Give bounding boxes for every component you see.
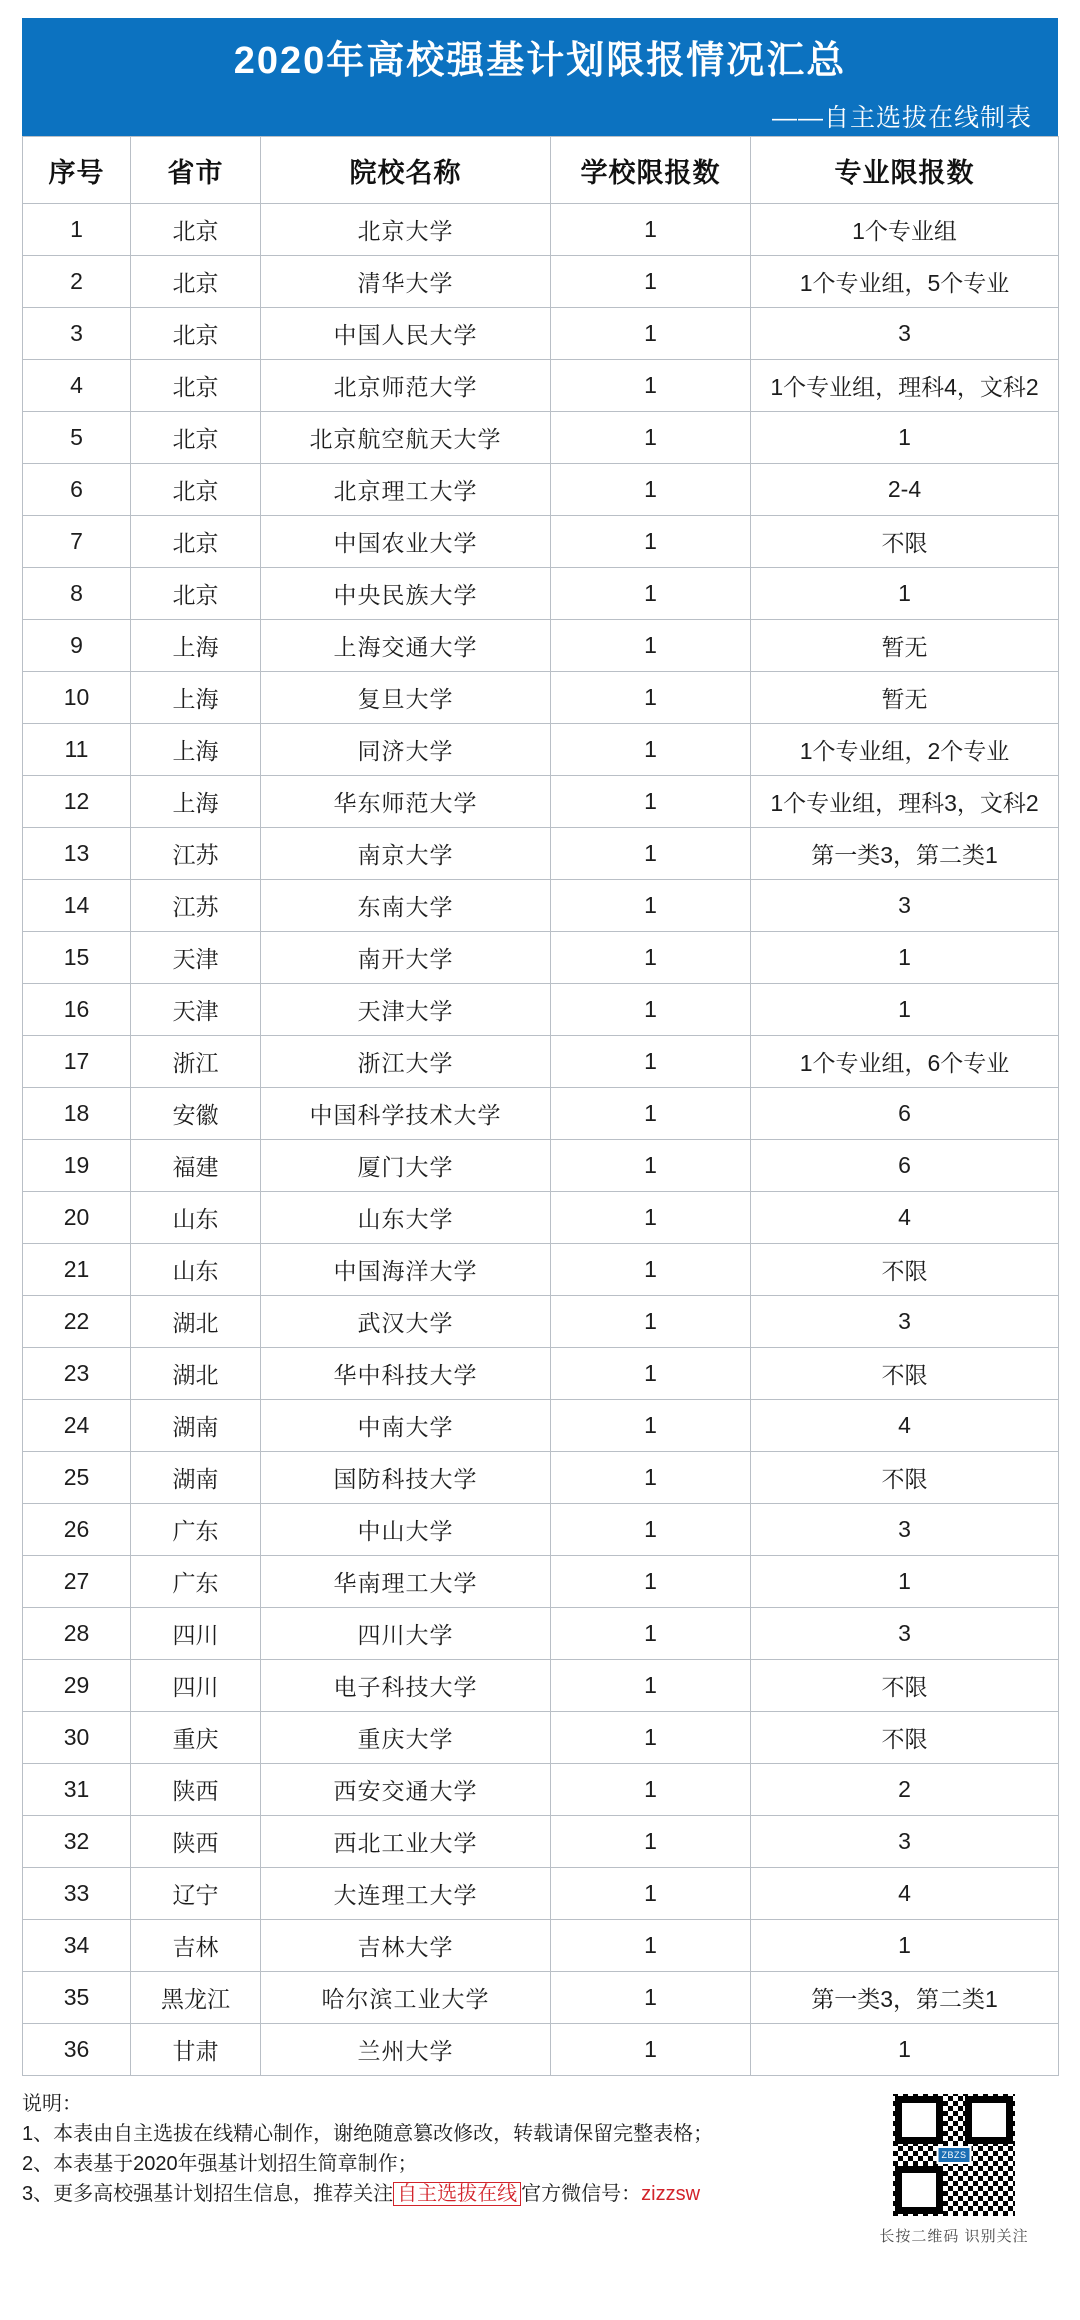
cell-index: 10: [23, 672, 131, 724]
cell-school: 西北工业大学: [261, 1816, 551, 1868]
cell-index: 24: [23, 1400, 131, 1452]
cell-school: 中央民族大学: [261, 568, 551, 620]
cell-index: 19: [23, 1140, 131, 1192]
table-row: [23, 1504, 1059, 1556]
cell-province: 山东: [131, 1192, 261, 1244]
cell-school: 兰州大学: [261, 2024, 551, 2076]
table-row: [23, 1400, 1059, 1452]
table-row: [23, 1972, 1059, 2024]
qr-caption: 长按二维码 识别关注: [879, 2228, 1029, 2245]
table-row: [23, 932, 1059, 984]
cell-school-limit: 1: [551, 568, 751, 620]
cell-major-limit: 1: [751, 568, 1059, 620]
cell-school-limit: 1: [551, 1868, 751, 1920]
note-block: [22, 2089, 782, 2209]
cell-index: 16: [23, 984, 131, 1036]
cell-major-limit: 3: [751, 1816, 1059, 1868]
cell-province: 北京: [131, 464, 261, 516]
cell-school-limit: 1: [551, 1712, 751, 1764]
table-row: [23, 1556, 1059, 1608]
cell-index: 13: [23, 828, 131, 880]
cell-school: 北京理工大学: [261, 464, 551, 516]
cell-school: 同济大学: [261, 724, 551, 776]
cell-school: 电子科技大学: [261, 1660, 551, 1712]
cell-major-limit: 1: [751, 984, 1059, 1036]
header-banner: [22, 18, 1058, 136]
table-row: [23, 1920, 1059, 1972]
cell-school-limit: 1: [551, 1504, 751, 1556]
cell-school-limit: 1: [551, 932, 751, 984]
table-row: [23, 1348, 1059, 1400]
cell-school-limit: 1: [551, 776, 751, 828]
cell-province: 安徽: [131, 1088, 261, 1140]
cell-major-limit: 3: [751, 880, 1059, 932]
cell-school: 北京师范大学: [261, 360, 551, 412]
cell-school-limit: 1: [551, 1244, 751, 1296]
cell-major-limit: 暂无: [751, 620, 1059, 672]
cell-major-limit: 4: [751, 1400, 1059, 1452]
cell-school-limit: 1: [551, 724, 751, 776]
cell-province: 山东: [131, 1244, 261, 1296]
table-row: [23, 464, 1059, 516]
cell-province: 吉林: [131, 1920, 261, 1972]
cell-school-limit: 1: [551, 516, 751, 568]
table-row: [23, 880, 1059, 932]
cell-school-limit: 1: [551, 360, 751, 412]
cell-school: 浙江大学: [261, 1036, 551, 1088]
table-row: [23, 828, 1059, 880]
cell-province: 北京: [131, 308, 261, 360]
cell-school-limit: 1: [551, 412, 751, 464]
table-row: [23, 360, 1059, 412]
table-row: [23, 1192, 1059, 1244]
cell-school-limit: 1: [551, 256, 751, 308]
cell-index: 2: [23, 256, 131, 308]
qr-code-icon[interactable]: [890, 2091, 1018, 2219]
cell-province: 上海: [131, 776, 261, 828]
cell-index: 5: [23, 412, 131, 464]
cell-index: 7: [23, 516, 131, 568]
page-title: 2020年高校强基计划限报情况汇总: [233, 40, 847, 82]
cell-school-limit: 1: [551, 204, 751, 256]
cell-major-limit: 1个专业组，理科4，文科2: [751, 360, 1059, 412]
cell-province: 福建: [131, 1140, 261, 1192]
table-row: [23, 256, 1059, 308]
cell-school-limit: 1: [551, 2024, 751, 2076]
table-row: [23, 1816, 1059, 1868]
table-row: [23, 1660, 1059, 1712]
cell-index: 14: [23, 880, 131, 932]
cell-index: 31: [23, 1764, 131, 1816]
cell-province: 湖南: [131, 1400, 261, 1452]
cell-province: 上海: [131, 724, 261, 776]
cell-index: 27: [23, 1556, 131, 1608]
note-line-2: 2、本表基于2020年强基计划招生简章制作；: [22, 2153, 418, 2175]
cell-school: 中山大学: [261, 1504, 551, 1556]
cell-school-limit: 1: [551, 984, 751, 1036]
cell-province: 北京: [131, 256, 261, 308]
table-row: [23, 620, 1059, 672]
cell-school: 西安交通大学: [261, 1764, 551, 1816]
cell-index: 9: [23, 620, 131, 672]
cell-province: 湖北: [131, 1348, 261, 1400]
cell-school: 武汉大学: [261, 1296, 551, 1348]
cell-school-limit: 1: [551, 1608, 751, 1660]
cell-school: 国防科技大学: [261, 1452, 551, 1504]
cell-province: 上海: [131, 620, 261, 672]
table-row: [23, 204, 1059, 256]
table-row: [23, 1764, 1059, 1816]
cell-province: 江苏: [131, 880, 261, 932]
cell-province: 北京: [131, 568, 261, 620]
cell-province: 广东: [131, 1556, 261, 1608]
cell-province: 北京: [131, 204, 261, 256]
cell-major-limit: 1: [751, 932, 1059, 984]
cell-school: 中国农业大学: [261, 516, 551, 568]
cell-school-limit: 1: [551, 1088, 751, 1140]
cell-major-limit: 6: [751, 1140, 1059, 1192]
table-header-row: [23, 137, 1059, 204]
note-line-3-mid: 官方微信号：: [521, 2183, 642, 2205]
cell-school: 山东大学: [261, 1192, 551, 1244]
cell-province: 黑龙江: [131, 1972, 261, 2024]
cell-index: 32: [23, 1816, 131, 1868]
cell-major-limit: 第一类3，第二类1: [751, 1972, 1059, 2024]
column-header-school: 院校名称: [261, 137, 551, 204]
cell-index: 6: [23, 464, 131, 516]
cell-province: 天津: [131, 932, 261, 984]
note-line-3: [22, 2179, 782, 2209]
cell-major-limit: 4: [751, 1192, 1059, 1244]
cell-index: 8: [23, 568, 131, 620]
qr-code-block: [854, 2091, 1054, 2246]
cell-school: 重庆大学: [261, 1712, 551, 1764]
cell-school: 南京大学: [261, 828, 551, 880]
cell-index: 15: [23, 932, 131, 984]
table-row: [23, 2024, 1059, 2076]
cell-index: 26: [23, 1504, 131, 1556]
cell-major-limit: 1个专业组，6个专业: [751, 1036, 1059, 1088]
cell-province: 四川: [131, 1660, 261, 1712]
cell-school: 中国海洋大学: [261, 1244, 551, 1296]
table-row: [23, 516, 1059, 568]
cell-major-limit: 3: [751, 1608, 1059, 1660]
cell-province: 重庆: [131, 1712, 261, 1764]
cell-province: 湖北: [131, 1296, 261, 1348]
table-row: [23, 984, 1059, 1036]
cell-province: 北京: [131, 516, 261, 568]
table-row: [23, 1036, 1059, 1088]
cell-province: 湖南: [131, 1452, 261, 1504]
cell-major-limit: 1个专业组: [751, 204, 1059, 256]
cell-province: 浙江: [131, 1036, 261, 1088]
table-row: [23, 1244, 1059, 1296]
cell-school: 华东师范大学: [261, 776, 551, 828]
cell-school-limit: 1: [551, 1348, 751, 1400]
cell-school: 东南大学: [261, 880, 551, 932]
table-row: [23, 1712, 1059, 1764]
cell-school-limit: 1: [551, 880, 751, 932]
wechat-id: zizzsw: [641, 2183, 701, 2205]
cell-index: 34: [23, 1920, 131, 1972]
cell-major-limit: 2: [751, 1764, 1059, 1816]
cell-school: 中国科学技术大学: [261, 1088, 551, 1140]
cell-school: 北京航空航天大学: [261, 412, 551, 464]
cell-school-limit: 1: [551, 1452, 751, 1504]
cell-index: 22: [23, 1296, 131, 1348]
cell-index: 21: [23, 1244, 131, 1296]
cell-index: 35: [23, 1972, 131, 2024]
note-title: 说明：: [22, 2093, 82, 2115]
cell-index: 18: [23, 1088, 131, 1140]
cell-province: 四川: [131, 1608, 261, 1660]
cell-index: 20: [23, 1192, 131, 1244]
cell-province: 上海: [131, 672, 261, 724]
table-row: [23, 1140, 1059, 1192]
cell-major-limit: 1个专业组，2个专业: [751, 724, 1059, 776]
cell-major-limit: 不限: [751, 1660, 1059, 1712]
cell-index: 1: [23, 204, 131, 256]
footer-note: [22, 2089, 1058, 2245]
cell-major-limit: 6: [751, 1088, 1059, 1140]
cell-province: 广东: [131, 1504, 261, 1556]
cell-major-limit: 3: [751, 1504, 1059, 1556]
cell-school-limit: 1: [551, 1036, 751, 1088]
table-row: [23, 1608, 1059, 1660]
cell-school: 吉林大学: [261, 1920, 551, 1972]
cell-school-limit: 1: [551, 1140, 751, 1192]
cell-school-limit: 1: [551, 672, 751, 724]
table-row: [23, 568, 1059, 620]
cell-major-limit: 2-4: [751, 464, 1059, 516]
cell-province: 陕西: [131, 1764, 261, 1816]
cell-index: 29: [23, 1660, 131, 1712]
cell-major-limit: 1: [751, 1920, 1059, 1972]
cell-province: 甘肃: [131, 2024, 261, 2076]
column-header-school-limit: 学校限报数: [551, 137, 751, 204]
cell-school-limit: 1: [551, 1192, 751, 1244]
qr-center-label: ZBZS: [936, 2146, 971, 2164]
cell-index: 11: [23, 724, 131, 776]
page-subtitle: ——自主选拔在线制表: [771, 104, 1032, 132]
cell-major-limit: 不限: [751, 1452, 1059, 1504]
cell-index: 36: [23, 2024, 131, 2076]
column-header-major-limit: 专业限报数: [751, 137, 1059, 204]
qr-eye-bottom-left: [895, 2166, 943, 2214]
cell-major-limit: 1: [751, 2024, 1059, 2076]
cell-major-limit: 1: [751, 1556, 1059, 1608]
cell-index: 28: [23, 1608, 131, 1660]
cell-major-limit: 3: [751, 1296, 1059, 1348]
cell-school-limit: 1: [551, 464, 751, 516]
cell-school: 中国人民大学: [261, 308, 551, 360]
cell-school-limit: 1: [551, 308, 751, 360]
cell-school-limit: 1: [551, 1816, 751, 1868]
cell-index: 23: [23, 1348, 131, 1400]
table-row: [23, 1296, 1059, 1348]
cell-province: 辽宁: [131, 1868, 261, 1920]
cell-school: 哈尔滨工业大学: [261, 1972, 551, 2024]
cell-major-limit: 不限: [751, 1244, 1059, 1296]
cell-school: 天津大学: [261, 984, 551, 1036]
cell-province: 北京: [131, 360, 261, 412]
cell-school: 南开大学: [261, 932, 551, 984]
cell-school-limit: 1: [551, 1660, 751, 1712]
cell-major-limit: 1: [751, 412, 1059, 464]
cell-province: 北京: [131, 412, 261, 464]
cell-index: 30: [23, 1712, 131, 1764]
note-line-1: 1、本表由自主选拔在线精心制作，谢绝随意篡改修改，转载请保留完整表格；: [22, 2123, 714, 2145]
cell-school: 复旦大学: [261, 672, 551, 724]
cell-school-limit: 1: [551, 1556, 751, 1608]
cell-index: 25: [23, 1452, 131, 1504]
note-line-3-prefix: 3、更多高校强基计划招生信息，推荐关注: [22, 2183, 394, 2205]
column-header-province: 省市: [131, 137, 261, 204]
summary-table: [22, 136, 1059, 2076]
cell-school: 中南大学: [261, 1400, 551, 1452]
table-row: [23, 308, 1059, 360]
cell-school: 华中科技大学: [261, 1348, 551, 1400]
table-row: [23, 1452, 1059, 1504]
table-row: [23, 776, 1059, 828]
brand-name-badge: 自主选拔在线: [393, 2182, 521, 2206]
cell-major-limit: 不限: [751, 1348, 1059, 1400]
cell-major-limit: 3: [751, 308, 1059, 360]
cell-school-limit: 1: [551, 1920, 751, 1972]
cell-province: 天津: [131, 984, 261, 1036]
cell-major-limit: 1个专业组，5个专业: [751, 256, 1059, 308]
cell-school-limit: 1: [551, 1764, 751, 1816]
cell-major-limit: 1个专业组，理科3，文科2: [751, 776, 1059, 828]
cell-school-limit: 1: [551, 828, 751, 880]
table-row: [23, 724, 1059, 776]
column-header-index: 序号: [23, 137, 131, 204]
cell-index: 4: [23, 360, 131, 412]
cell-major-limit: 不限: [751, 1712, 1059, 1764]
table-row: [23, 672, 1059, 724]
cell-major-limit: 第一类3，第二类1: [751, 828, 1059, 880]
cell-major-limit: 不限: [751, 516, 1059, 568]
cell-school: 大连理工大学: [261, 1868, 551, 1920]
cell-school-limit: 1: [551, 1400, 751, 1452]
table-body: [23, 204, 1059, 2076]
cell-school-limit: 1: [551, 1296, 751, 1348]
cell-major-limit: 暂无: [751, 672, 1059, 724]
cell-school: 厦门大学: [261, 1140, 551, 1192]
table-row: [23, 1868, 1059, 1920]
table-row: [23, 1088, 1059, 1140]
cell-index: 12: [23, 776, 131, 828]
cell-province: 江苏: [131, 828, 261, 880]
cell-school: 北京大学: [261, 204, 551, 256]
cell-major-limit: 4: [751, 1868, 1059, 1920]
cell-school-limit: 1: [551, 620, 751, 672]
cell-index: 17: [23, 1036, 131, 1088]
cell-school: 四川大学: [261, 1608, 551, 1660]
cell-index: 3: [23, 308, 131, 360]
table-row: [23, 412, 1059, 464]
cell-school: 上海交通大学: [261, 620, 551, 672]
cell-province: 陕西: [131, 1816, 261, 1868]
cell-index: 33: [23, 1868, 131, 1920]
cell-school: 华南理工大学: [261, 1556, 551, 1608]
cell-school-limit: 1: [551, 1972, 751, 2024]
cell-school: 清华大学: [261, 256, 551, 308]
